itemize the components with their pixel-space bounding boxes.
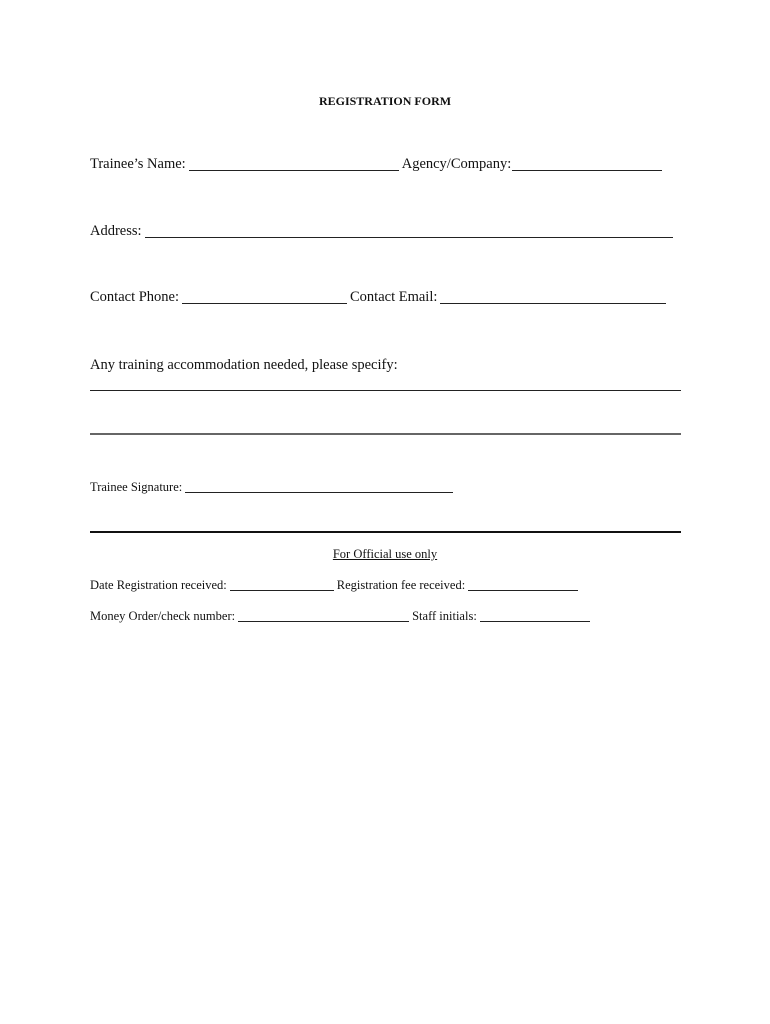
accommodation-field[interactable]	[90, 390, 681, 391]
trainee-name-field[interactable]	[189, 158, 399, 171]
row-name-agency	[90, 156, 665, 173]
phone-field[interactable]	[182, 291, 347, 304]
email-field[interactable]	[440, 291, 666, 304]
agency-label: Agency/Company:	[401, 156, 512, 172]
signature-label: Trainee Signature:	[90, 480, 183, 494]
row-signature	[90, 480, 456, 495]
date-received-label: Date Registration received:	[90, 578, 227, 592]
trainee-name-label: Trainee’s Name:	[90, 156, 186, 172]
agency-field[interactable]	[512, 158, 662, 171]
phone-label: Contact Phone:	[90, 289, 180, 305]
money-order-label: Money Order/check number:	[90, 609, 236, 623]
fee-received-label: Registration fee received:	[336, 578, 466, 592]
staff-initials-label: Staff initials:	[412, 609, 477, 623]
row-contact	[90, 289, 669, 306]
staff-initials-field[interactable]	[480, 609, 590, 622]
official-divider	[90, 531, 681, 533]
accommodation-label: Any training accommodation needed, please specify:	[90, 357, 398, 373]
divider-line	[90, 433, 681, 435]
row-date-fee	[90, 578, 581, 593]
form-title: REGISTRATION FORM	[318, 94, 452, 108]
row-address	[90, 223, 676, 240]
email-label: Contact Email:	[350, 289, 438, 305]
fee-received-field[interactable]	[468, 578, 578, 591]
row-money-staff	[90, 609, 593, 624]
official-heading: For Official use only	[332, 547, 438, 561]
money-order-field[interactable]	[238, 609, 409, 622]
address-field[interactable]	[145, 225, 673, 238]
date-received-field[interactable]	[230, 578, 334, 591]
address-label: Address:	[90, 223, 142, 239]
signature-field[interactable]	[185, 480, 453, 493]
